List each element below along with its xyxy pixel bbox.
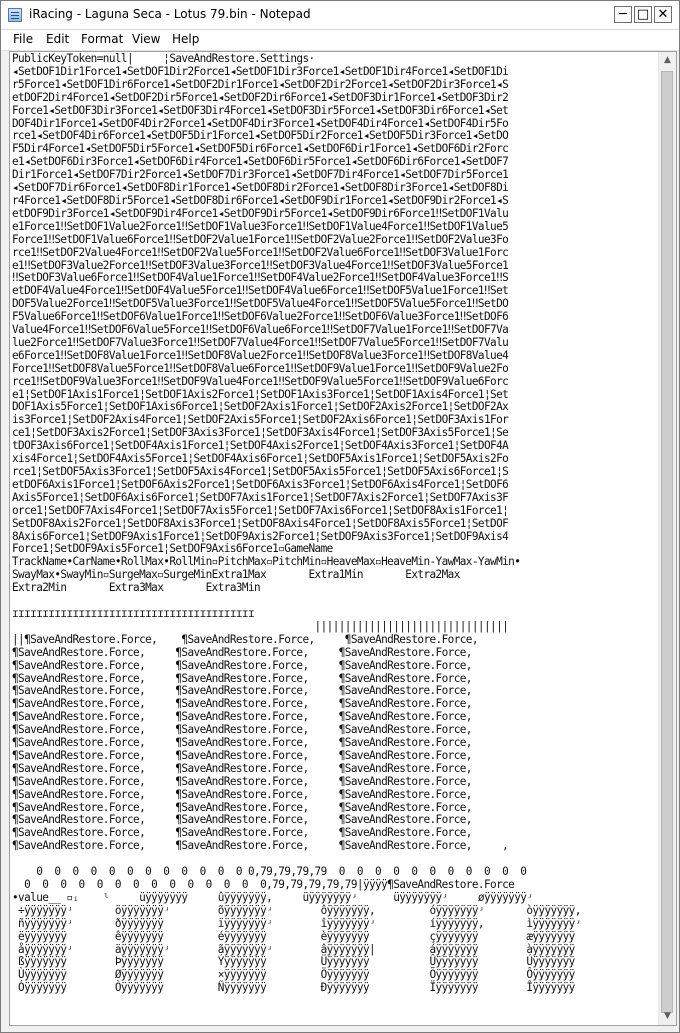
text-line: is3Force1¦SetDOF2Axis4Force1¦SetDOF2Axis5Force1¦SetDOF2Axis6Force1¦SetDOF3Axis1For [12,413,509,427]
text-line: r5Force1◂SetDOF1Dir6Force1◂SetDOF2Dir1Force1◂SetDOF2Dir2Force1◂SetDOF2Dir3Force1◂S [12,77,509,91]
notepad-app-icon[interactable] [8,8,22,22]
text-line: åÿÿÿÿÿÿÿʴ äÿÿÿÿÿÿÿʴ ãÿÿÿÿÿÿÿʴ âÿÿÿÿÿÿÿ| áÿÿÿÿÿÿÿ àÿÿÿÿÿÿÿ [12,942,575,956]
text-line: rce1◂SetDOF4Dir6Force1◂SetDOF5Dir1Force1◂SetDOF5Dir2Force1◂SetDOF5Dir3Force1◂SetDO [12,129,509,143]
text-line: ◂SetDOF7Dir6Force1◂SetDOF8Dir1Force1◂SetDOF8Dir2Force1◂SetDOF8Dir3Force1◂SetDOF8Di [12,181,509,195]
text-line: e6Force1‼SetDOF8Value1Force1‼SetDOF8Value2Force1‼SetDOF8Value3Force1‼SetDOF8Value4 [12,348,509,362]
text-line: F5Value6Force1‼SetDOF6Value1Force1‼SetDOF6Value2Force1‼SetDOF6Value3Force1‼SetDOF6 [12,310,509,324]
text-line: e1Force1‼SetDOF1Value2Force1‼SetDOF1Value3Force1‼SetDOF1Value4Force1‼SetDOF1Value5 [12,219,509,233]
text-line: etDOF2Dir4Force1◂SetDOF2Dir5Force1◂SetDOF2Dir6Force1◂SetDOF3Dir1Force1◂SetDOF3Dir2 [12,90,509,104]
text-line: ¶SaveAndRestore.Force, ¶SaveAndRestore.Force, ¶SaveAndRestore.Force, [12,723,472,737]
text-line: Dir1Force1◂SetDOF7Dir2Force1◂SetDOF7Dir3Force1◂SetDOF7Dir4Force1◂SetDOF7Dir5Force1 [12,168,509,182]
text-line: ◂SetDOF1Dir1Force1◂SetDOF1Dir2Force1◂SetDOF1Dir3Force1◂SetDOF1Dir4Force1◂SetDOF1Di [12,64,509,78]
text-line: ñÿÿÿÿÿÿÿʴ ðÿÿÿÿÿÿÿ ïÿÿÿÿÿÿÿʴ îÿÿÿÿÿÿÿʴ íÿÿÿÿÿÿÿ, ìÿÿÿÿÿÿÿʴ [12,916,581,930]
text-line: e1¦SetDOF1Axis1Force1¦SetDOF1Axis2Force1¦SetDOF1Axis3Force1¦SetDOF1Axis4Force1¦Set [12,387,509,401]
text-line: 0 0 0 0 0 0 0 0 0 0 0 0 0,79,79,79,79 0 0 0 0 0 0 0 0 0 0 0 [12,865,527,879]
text-line: rce1‼SetDOF9Value3Force1‼SetDOF9Value4Force1‼SetDOF9Value5Force1‼SetDOF9Value6Forc [12,374,509,388]
text-line: ce1¦SetDOF3Axis2Force1¦SetDOF3Axis3Force1¦SetDOF3Axis4Force1¦SetDOF3Axis5Force1¦Se [12,426,509,440]
menu-bar [1,30,679,51]
text-line: Force1‼SetDOF8Value5Force1‼SetDOF8Value6Force1‼SetDOF9Value1Force1‼SetDOF9Value2Fo [12,361,509,375]
text-line: e1‼SetDOF3Value2Force1‼SetDOF3Value3Force1‼SetDOF3Value4Force1‼SetDOF3Value5Force1 [12,258,509,272]
text-line: F5Dir4Force1◂SetDOF5Dir5Force1◂SetDOF5Dir6Force1◂SetDOF6Dir1Force1◂SetDOF6Dir2Forc [12,142,509,156]
menu-help[interactable]: Help [172,32,200,46]
text-line: Axis5Force1¦SetDOF6Axis6Force1¦SetDOF7Axis1Force1¦SetDOF7Axis2Force1¦SetDOF7Axis3F [12,490,509,504]
text-line: PublicKeyToken=null| ¦SaveAndRestore.Settings· [12,53,315,65]
close-button[interactable]: ✕ [654,6,672,23]
text-line: Value4Force1‼SetDOF6Value5Force1‼SetDOF6Value6Force1‼SetDOF7Value1Force1‼SetDOF7Va [12,323,509,337]
text-line: Extra2Min Extra3Max Extra3Min [12,581,261,595]
text-line: ‼SetDOF3Value6Force1‼SetDOF4Value1Force1‼SetDOF4Value2Force1‼SetDOF4Value3Force1‼S [12,271,509,285]
window-title: iRacing - Laguna Seca - Lotus 79.bin - Notepad [29,7,311,21]
text-line: DOF5Value2Force1‼SetDOF5Value3Force1‼SetDOF5Value4Force1‼SetDOF5Value5Force1‼SetDO [12,297,509,311]
text-line: ɪɪɪɪɪɪɪɪɪɪɪɪɪɪɪɪɪɪɪɪɪɪɪɪɪɪɪɪɪɪɪɪɪɪɪɪɪɪɪɪ [12,606,255,620]
text-line: etDOF9Dir3Force1◂SetDOF9Dir4Force1◂SetDOF9Dir5Force1◂SetDOF9Dir6Force1‼SetDOF1Valu [12,206,509,220]
text-line: ëÿÿÿÿÿÿÿ êÿÿÿÿÿÿÿ éÿÿÿÿÿÿÿ èÿÿÿÿÿÿÿ çÿÿÿÿÿÿÿ æÿÿÿÿÿÿÿ [12,929,575,943]
text-line: ¶SaveAndRestore.Force, ¶SaveAndRestore.Force, ¶SaveAndRestore.Force, [12,645,472,659]
text-line: ¶SaveAndRestore.Force, ¶SaveAndRestore.Force, ¶SaveAndRestore.Force, [12,761,472,775]
scroll-up-arrow-icon[interactable]: ▲ [664,55,671,65]
minimize-button[interactable]: ─ [614,6,632,23]
text-line: |||||||||||||||||||||||||||||||| [12,619,509,633]
menu-format[interactable]: Format [81,32,124,46]
text-line: ||¶SaveAndRestore.Force, ¶SaveAndRestore.Force, ¶SaveAndRestore.Force, [12,632,478,646]
text-line: TrackName•CarName•RollMax•RollMin▫PitchMax▫PitchMin▫HeaveMax▫HeaveMin-YawMax-YawMin• [12,555,521,569]
text-line: ¶SaveAndRestore.Force, ¶SaveAndRestore.Force, ¶SaveAndRestore.Force, [12,787,472,801]
text-line: ¶SaveAndRestore.Force, ¶SaveAndRestore.Force, ¶SaveAndRestore.Force, [12,774,472,788]
text-line: etDOF6Axis1Force1¦SetDOF6Axis2Force1¦SetDOF6Axis3Force1¦SetDOF6Axis4Force1¦SetDOF6 [12,477,509,491]
text-line: Force1◂SetDOF3Dir3Force1◂SetDOF3Dir4Force1◂SetDOF3Dir5Force1◂SetDOF3Dir6Force1◂Set [12,103,509,117]
text-line: ßÿÿÿÿÿÿÿ Þÿÿÿÿÿÿÿ Ýÿÿÿÿÿÿÿ Üÿÿÿÿÿÿÿ Ûÿÿÿÿÿÿÿ Úÿÿÿÿÿÿÿ [12,955,575,969]
text-line: e1◂SetDOF6Dir3Force1◂SetDOF6Dir4Force1◂SetDOF6Dir5Force1◂SetDOF6Dir6Force1◂SetDOF7 [12,155,509,169]
text-line: 8Axis6Force1¦SetDOF9Axis1Force1¦SetDOF9Axis2Force1¦SetDOF9Axis3Force1¦SetDOF9Axis4 [12,529,509,543]
text-line: ¶SaveAndRestore.Force, ¶SaveAndRestore.Force, ¶SaveAndRestore.Force, [12,800,472,814]
text-line: SetDOF8Axis2Force1¦SetDOF8Axis3Force1¦SetDOF8Axis4Force1¦SetDOF8Axis5Force1¦SetDOF [12,516,509,530]
text-line: orce1¦SetDOF7Axis4Force1¦SetDOF7Axis5Force1¦SetDOF7Axis6Force1¦SetDOF8Axis1Force1¦ [12,503,509,517]
text-editor[interactable] [9,51,677,1026]
text-line: DOF4Dir1Force1◂SetDOF4Dir2Force1◂SetDOF4Dir3Force1◂SetDOF4Dir4Force1◂SetDOF4Dir5Fo [12,116,509,130]
text-line: ÷ÿÿÿÿÿÿÿʴ öÿÿÿÿÿÿÿʴ õÿÿÿÿÿÿÿʴ ôÿÿÿÿÿÿÿ, óÿÿÿÿÿÿÿʴ òÿÿÿÿÿÿÿ, [12,903,581,917]
text-line: Force1‼SetDOF1Value6Force1‼SetDOF2Value1Force1‼SetDOF2Value2Force1‼SetDOF2Value3Fo [12,232,509,246]
title-bar[interactable] [1,1,679,30]
maximize-button[interactable]: □ [634,6,652,23]
text-line: ¶SaveAndRestore.Force, ¶SaveAndRestore.Force, ¶SaveAndRestore.Force, [12,697,472,711]
text-line: etDOF4Value4Force1‼SetDOF4Value5Force1‼SetDOF4Value6Force1‼SetDOF5Value1Force1‼Set [12,284,509,298]
text-line: ¶SaveAndRestore.Force, ¶SaveAndRestore.Force, ¶SaveAndRestore.Force, [12,748,472,762]
text-line: r4Force1◂SetDOF8Dir5Force1◂SetDOF8Dir6Force1◂SetDOF9Dir1Force1◂SetDOF9Dir2Force1◂S [12,193,509,207]
menu-file[interactable]: File [13,32,34,46]
text-line: ¶SaveAndRestore.Force, ¶SaveAndRestore.Force, ¶SaveAndRestore.Force, [12,658,472,672]
text-line: •value__ ▫ᵢ ˡ üÿÿÿÿÿÿÿ ûÿÿÿÿÿÿÿ, üÿÿÿÿÿÿÿʴ üÿÿÿÿÿÿÿʴ øÿÿÿÿÿÿÿʴ [12,890,533,904]
text-line: ¶SaveAndRestore.Force, ¶SaveAndRestore.Force, ¶SaveAndRestore.Force, [12,826,472,840]
document-text[interactable] [12,53,657,1023]
text-line: SwayMax•SwayMin▫SurgeMax▫SurgeMinExtra1Max Extra1Min Extra2Max [12,568,460,582]
text-line: xis4Force1¦SetDOF4Axis5Force1¦SetDOF4Axis6Force1¦SetDOF5Axis1Force1¦SetDOF5Axis2Fo [12,452,509,466]
text-line: ¶SaveAndRestore.Force, ¶SaveAndRestore.Force, ¶SaveAndRestore.Force, [12,813,472,827]
text-line: ¶SaveAndRestore.Force, ¶SaveAndRestore.Force, ¶SaveAndRestore.Force, , [12,839,509,853]
text-line: ¶SaveAndRestore.Force, ¶SaveAndRestore.Force, ¶SaveAndRestore.Force, [12,671,472,685]
text-line: ¶SaveAndRestore.Force, ¶SaveAndRestore.Force, ¶SaveAndRestore.Force, [12,684,472,698]
vertical-scrollbar[interactable] [658,52,676,1025]
text-line: rce1¦SetDOF5Axis3Force1¦SetDOF5Axis4Force1¦SetDOF5Axis5Force1¦SetDOF5Axis6Force1¦S [12,465,509,478]
text-line: 0 0 0 0 0 0 0 0 0 0 0 0 0 0,79,79,79,79,79|ÿÿÿÿ¶SaveAndRestore.Force [12,878,515,891]
scrollbar-thumb[interactable] [661,71,673,1013]
menu-view[interactable]: View [132,32,161,46]
text-line: rce1‼SetDOF2Value4Force1‼SetDOF2Value5Force1‼SetDOF2Value6Force1‼SetDOF3Value1Forc [12,245,509,259]
menu-edit[interactable]: Edit [46,32,70,46]
text-line: DOF1Axis5Force1¦SetDOF1Axis6Force1¦SetDOF2Axis1Force1¦SetDOF2Axis2Force1¦SetDOF2Ax [12,400,509,414]
text-line: tDOF3Axis6Force1¦SetDOF4Axis1Force1¦SetDOF4Axis2Force1¦SetDOF4Axis3Force1¦SetDOF4A [12,439,509,453]
text-line: ¶SaveAndRestore.Force, ¶SaveAndRestore.Force, ¶SaveAndRestore.Force, [12,710,472,724]
text-line: ¶SaveAndRestore.Force, ¶SaveAndRestore.Force, ¶SaveAndRestore.Force, [12,736,472,750]
text-line: Óÿÿÿÿÿÿÿ Òÿÿÿÿÿÿÿ Ñÿÿÿÿÿÿÿ Ðÿÿÿÿÿÿÿ Ïÿÿÿÿÿÿÿ Îÿÿÿÿÿÿÿ [12,981,575,995]
text-line: Ùÿÿÿÿÿÿÿ Øÿÿÿÿÿÿÿ ×ÿÿÿÿÿÿÿ Öÿÿÿÿÿÿÿ Õÿÿÿÿÿÿÿ Ôÿÿÿÿÿÿÿ [12,968,575,982]
text-line: lue2Force1‼SetDOF7Value3Force1‼SetDOF7Value4Force1‼SetDOF7Value5Force1‼SetDOF7Valu [12,335,509,349]
text-line: Force1¦SetDOF9Axis5Force1¦SetDOF9Axis6Force1▫GameName [12,542,333,556]
scroll-down-arrow-icon[interactable]: ▼ [664,1011,671,1021]
